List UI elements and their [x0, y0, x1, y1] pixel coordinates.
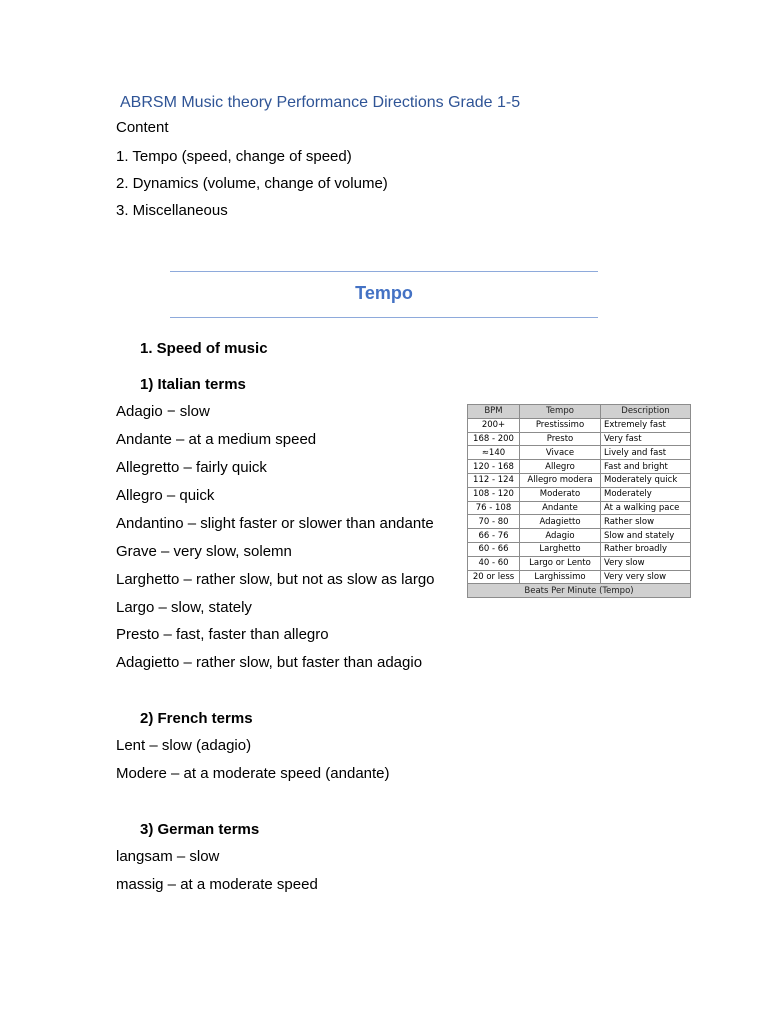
contents-item-tempo: 1. Tempo (speed, change of speed) — [116, 148, 352, 165]
tempo-cell: Allegro — [520, 460, 601, 474]
table-row — [468, 432, 691, 446]
section-heading-tempo: Tempo — [355, 283, 413, 303]
italian-term-adagio: Adagio − slow — [116, 403, 210, 420]
table-row — [468, 446, 691, 460]
bpm-table-footer: Beats Per Minute (Tempo) — [468, 584, 691, 598]
bpm-cell: 200+ — [468, 418, 520, 432]
speed-of-music-heading: 1. Speed of music — [140, 340, 268, 357]
contents-label: Content — [116, 119, 169, 136]
description-cell: At a walking pace — [601, 501, 691, 515]
table-row — [468, 542, 691, 556]
description-header: Description — [601, 405, 691, 419]
italian-term-andantino: Andantino – slight faster or slower than andante — [116, 515, 434, 532]
tempo-cell: Presto — [520, 432, 601, 446]
heading-top-rule — [170, 271, 598, 272]
italian-term-presto: Presto – fast, faster than allegro — [116, 626, 329, 643]
italian-term-andante: Andante – at a medium speed — [116, 431, 317, 448]
table-row — [468, 473, 691, 487]
italian-term-allegretto: Allegretto – fairly quick — [116, 459, 267, 476]
bpm-cell: 40 - 60 — [468, 556, 520, 570]
italian-term-largo: Largo – slow, stately — [116, 599, 252, 616]
italian-term-grave: Grave – very slow, solemn — [116, 543, 292, 560]
description-cell: Rather slow — [601, 515, 691, 529]
tempo-cell: Larghetto — [520, 542, 601, 556]
tempo-cell: Prestissimo — [520, 418, 601, 432]
bpm-table-footer-row — [468, 584, 691, 598]
description-cell: Very fast — [601, 432, 691, 446]
table-row — [468, 529, 691, 543]
italian-term-adagietto: Adagietto – rather slow, but faster than adagio — [116, 654, 423, 671]
table-row — [468, 460, 691, 474]
description-cell: Slow and stately — [601, 529, 691, 543]
tempo-cell: Moderato — [520, 487, 601, 501]
table-row — [468, 418, 691, 432]
tempo-cell: Adagio — [520, 529, 601, 543]
tempo-header: Tempo — [520, 405, 601, 419]
bpm-header: BPM — [468, 405, 520, 419]
table-row — [468, 570, 691, 584]
tempo-cell: Andante — [520, 501, 601, 515]
description-cell: Fast and bright — [601, 460, 691, 474]
french-term-modere: Modere – at a moderate speed (andante) — [116, 765, 390, 782]
heading-bottom-rule — [170, 317, 598, 318]
document-title: ABRSM Music theory Performance Directions Grade 1-5 — [120, 94, 521, 111]
description-cell: Moderately quick — [601, 473, 691, 487]
bpm-cell: 168 - 200 — [468, 432, 520, 446]
table-row — [468, 556, 691, 570]
tempo-cell: Adagietto — [520, 515, 601, 529]
description-cell: Moderately — [601, 487, 691, 501]
bpm-cell: 76 - 108 — [468, 501, 520, 515]
table-row — [468, 515, 691, 529]
german-terms-heading: 3) German terms — [140, 821, 260, 838]
description-cell: Rather broadly — [601, 542, 691, 556]
tempo-cell: Larghissimo — [520, 570, 601, 584]
bpm-table — [467, 404, 691, 598]
italian-terms-heading: 1) Italian terms — [140, 376, 246, 393]
bpm-cell: 108 - 120 — [468, 487, 520, 501]
bpm-cell: 112 - 124 — [468, 473, 520, 487]
bpm-cell: 66 - 76 — [468, 529, 520, 543]
italian-term-allegro: Allegro – quick — [116, 487, 215, 504]
german-term-langsam: langsam – slow — [116, 848, 220, 865]
bpm-cell: 120 - 168 — [468, 460, 520, 474]
german-term-massig: massig – at a moderate speed — [116, 876, 318, 893]
italian-term-larghetto: Larghetto – rather slow, but not as slow as largo — [116, 571, 435, 588]
tempo-cell: Allegro modera — [520, 473, 601, 487]
tempo-cell: Largo or Lento — [520, 556, 601, 570]
description-cell: Extremely fast — [601, 418, 691, 432]
bpm-table-header-row — [468, 405, 691, 419]
contents-item-miscellaneous: 3. Miscellaneous — [116, 202, 228, 219]
description-cell: Lively and fast — [601, 446, 691, 460]
french-term-lent: Lent – slow (adagio) — [116, 737, 252, 754]
french-terms-heading: 2) French terms — [140, 710, 253, 727]
contents-item-dynamics: 2. Dynamics (volume, change of volume) — [116, 175, 388, 192]
table-row — [468, 501, 691, 515]
table-row — [468, 487, 691, 501]
bpm-cell: 70 - 80 — [468, 515, 520, 529]
bpm-cell: 60 - 66 — [468, 542, 520, 556]
bpm-cell: ≈140 — [468, 446, 520, 460]
bpm-cell: 20 or less — [468, 570, 520, 584]
description-cell: Very very slow — [601, 570, 691, 584]
description-cell: Very slow — [601, 556, 691, 570]
tempo-cell: Vivace — [520, 446, 601, 460]
